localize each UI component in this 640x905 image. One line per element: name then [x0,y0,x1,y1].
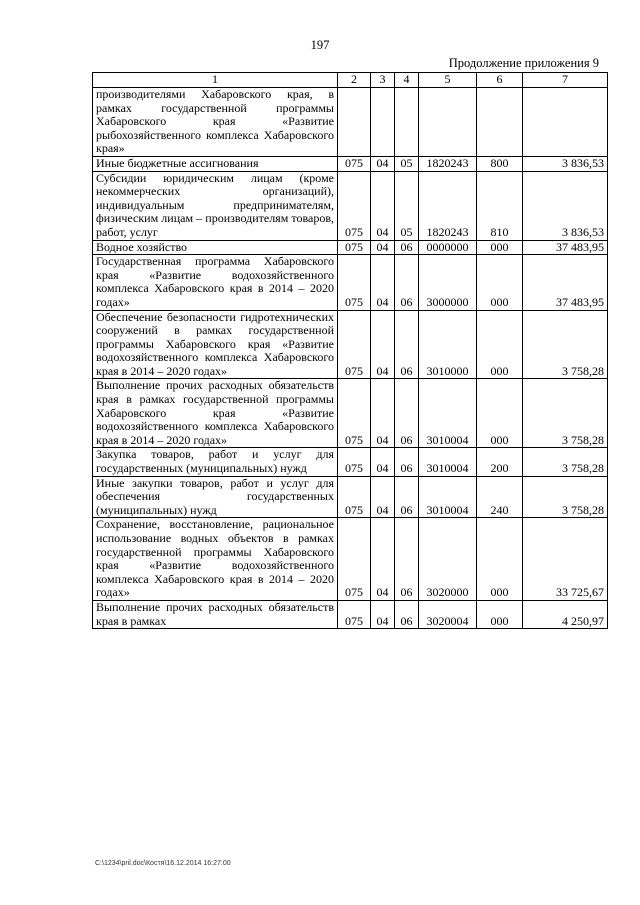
column-header: 7 [523,73,608,88]
code-subsection [395,88,419,157]
code-expense-type: 000 [477,310,523,379]
code-expense-type: 800 [477,156,523,171]
code-expense-type: 200 [477,448,523,476]
table-row [93,379,608,448]
code-admin: 075 [338,448,371,476]
row-name: Государственная программа Хабаровского края «Развитие водохозяйственного комплекса Хабаровского края в 2014 – 2020 годах» [93,255,338,310]
code-target: 3010004 [419,476,477,518]
code-target: 3010004 [419,448,477,476]
code-section: 04 [371,600,395,628]
code-subsection: 05 [395,156,419,171]
row-name: Выполнение прочих расходных обязательств края в рамках государственной программы Хабаровского края «Развитие водохозяйственного комплекса Хабаровского края в 2014 – 2020 годах» [93,379,338,448]
code-target: 3010000 [419,310,477,379]
code-section [371,88,395,157]
code-section: 04 [371,240,395,255]
code-admin [338,88,371,157]
code-admin: 075 [338,255,371,310]
row-name: Субсидии юридическим лицам (кроме некоммерческих организаций), индивидуальным предпринимателям, физическим лицам – производителям товаров, работ, услуг [93,171,338,240]
column-header: 5 [419,73,477,88]
code-section: 04 [371,255,395,310]
table-row [93,156,608,171]
row-amount: 3 758,28 [523,310,608,379]
row-name: Обеспечение безопасности гидротехнических сооружений в рамках государственной программы Хабаровского края «Развитие водохозяйственного комплекса Хабаровского края в 2014 – 2020 годах» [93,310,338,379]
row-amount: 37 483,95 [523,240,608,255]
code-admin: 075 [338,600,371,628]
code-section: 04 [371,171,395,240]
row-name: производителями Хабаровского края, в рамках государственной программы Хабаровского края «Развитие рыбохозяйственного комплекса Хабаровского края» [93,88,338,157]
table-row [93,600,608,628]
code-subsection: 06 [395,476,419,518]
column-header: 3 [371,73,395,88]
column-header: 1 [93,73,338,88]
budget-table [92,72,608,629]
column-header: 6 [477,73,523,88]
code-subsection: 06 [395,518,419,601]
code-subsection: 06 [395,600,419,628]
table-row [93,255,608,310]
code-subsection: 06 [395,240,419,255]
table-row [93,88,608,157]
code-section: 04 [371,379,395,448]
code-admin: 075 [338,240,371,255]
code-section: 04 [371,448,395,476]
code-target: 1820243 [419,156,477,171]
table-row [93,518,608,601]
table-row [93,240,608,255]
column-header: 4 [395,73,419,88]
code-section: 04 [371,476,395,518]
code-target: 1820243 [419,171,477,240]
row-amount: 3 758,28 [523,379,608,448]
continuation-label: Продолжение приложения 9 [448,56,599,70]
code-subsection: 05 [395,171,419,240]
row-amount: 3 758,28 [523,476,608,518]
code-expense-type: 000 [477,240,523,255]
page-number: 197 [310,38,330,52]
code-target: 3000000 [419,255,477,310]
table-row [93,171,608,240]
code-admin: 075 [338,379,371,448]
code-section: 04 [371,310,395,379]
code-target: 3020004 [419,600,477,628]
code-expense-type: 240 [477,476,523,518]
code-subsection: 06 [395,379,419,448]
code-expense-type: 000 [477,379,523,448]
code-admin: 075 [338,171,371,240]
code-section: 04 [371,518,395,601]
row-amount [523,88,608,157]
code-subsection: 06 [395,448,419,476]
column-header: 2 [338,73,371,88]
code-target: 3010004 [419,379,477,448]
header-row [93,73,608,88]
code-subsection: 06 [395,310,419,379]
code-expense-type [477,88,523,157]
code-admin: 075 [338,476,371,518]
row-name: Иные бюджетные ассигнования [93,156,338,171]
row-name: Выполнение прочих расходных обязательств края в рамках [93,600,338,628]
code-section: 04 [371,156,395,171]
table-row [93,310,608,379]
row-name: Сохранение, восстановление, рациональное использование водных объектов в рамках государственной программы Хабаровского края «Развитие водохозяйственного комплекса Хабаровского края в 2014 – 2020 годах» [93,518,338,601]
footer-file-path: C:\1234\pril.doc\Костя\16.12.2014 16:27:00 [95,860,231,867]
code-subsection: 06 [395,255,419,310]
code-expense-type: 000 [477,600,523,628]
code-target: 3020000 [419,518,477,601]
row-amount: 3 836,53 [523,171,608,240]
code-expense-type: 000 [477,255,523,310]
code-expense-type: 000 [477,518,523,601]
code-target [419,88,477,157]
row-amount: 3 836,53 [523,156,608,171]
code-expense-type: 810 [477,171,523,240]
code-admin: 075 [338,156,371,171]
row-name: Водное хозяйство [93,240,338,255]
table-row [93,448,608,476]
row-name: Иные закупки товаров, работ и услуг для обеспечения государственных (муниципальных) нужд [93,476,338,518]
row-amount: 33 725,67 [523,518,608,601]
code-admin: 075 [338,310,371,379]
row-name: Закупка товаров, работ и услуг для государственных (муниципальных) нужд [93,448,338,476]
code-target: 0000000 [419,240,477,255]
row-amount: 4 250,97 [523,600,608,628]
row-amount: 3 758,28 [523,448,608,476]
code-admin: 075 [338,518,371,601]
row-amount: 37 483,95 [523,255,608,310]
table-row [93,476,608,518]
